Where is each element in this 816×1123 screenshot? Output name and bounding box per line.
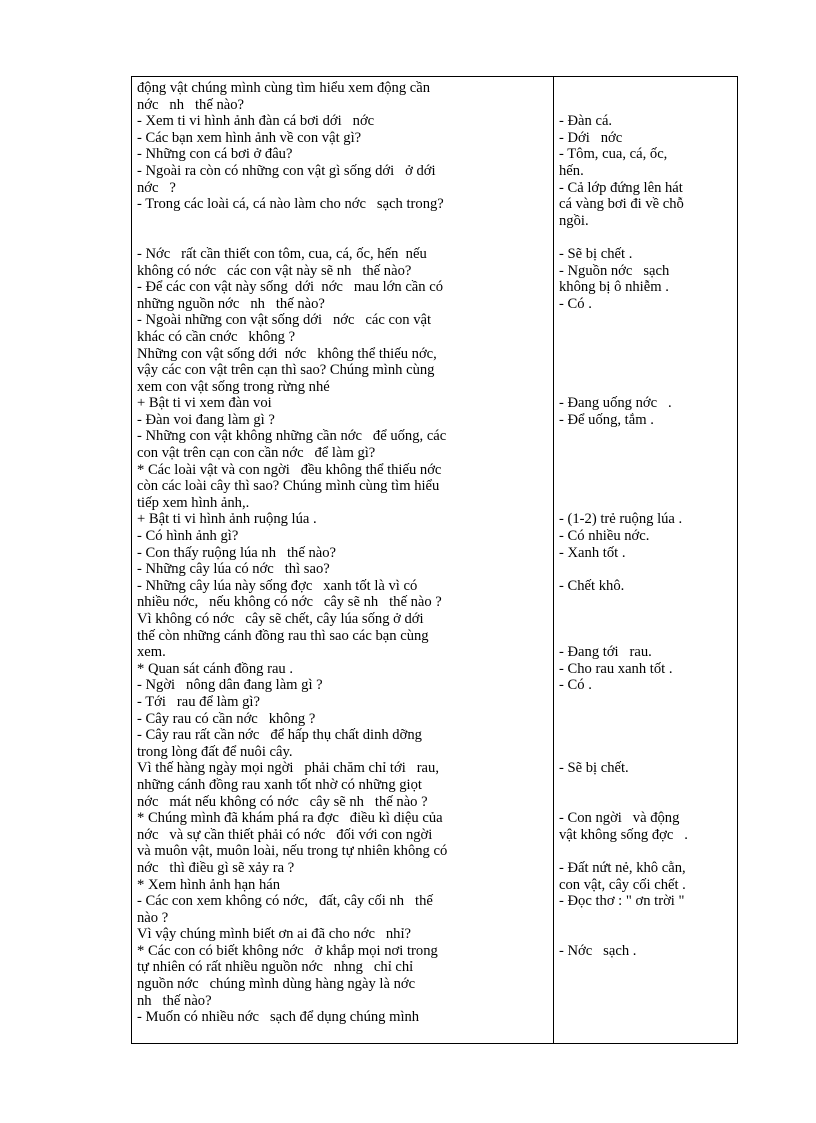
teacher-activity-line: tiếp xem hình ảnh,.: [137, 494, 250, 511]
teacher-activity-line: - Đàn voi đang làm gì ?: [137, 411, 275, 428]
teacher-activity-line: thế còn những cánh đồng rau thì sao các bạn cùng: [137, 627, 429, 644]
student-activity-line: [559, 462, 735, 479]
student-activity-line: - Chết khô.: [559, 577, 625, 594]
teacher-activity-line: khác có cần cnớc không ?: [137, 328, 296, 345]
teacher-activity-line: + Bật ti vi xem đàn voi: [137, 395, 272, 412]
teacher-activity-line: tự nhiên có rất nhiều nguồn nớc nhng chỉ chỉ: [137, 959, 414, 976]
student-activity-line: [559, 561, 735, 578]
student-activity-line: [559, 312, 735, 329]
teacher-activity-line: không có nớc các con vật này sẽ nh thế nào?: [137, 262, 412, 279]
teacher-activity-line: * Chúng mình đã khám phá ra đợc điều kì diệu của: [137, 810, 443, 827]
teacher-activity-line: động vật chúng mình cùng tìm hiểu xem động cần: [137, 80, 431, 96]
teacher-activity-line: còn các loài cây thì sao? Chúng mình cùng tìm hiểu: [137, 478, 440, 495]
teacher-activity-line: * Quan sát cánh đồng rau .: [137, 660, 294, 677]
teacher-activity-line: - Để các con vật này sống dới nớc mau lớn cần có: [137, 279, 444, 296]
teacher-activity-line: nào ?: [137, 909, 169, 926]
teacher-activity-line: - Cây rau rất cần nớc để hấp thụ chất dinh dỡng: [137, 727, 422, 744]
teacher-activity-line: - Các bạn xem hình ảnh về con vật gì?: [137, 129, 362, 146]
teacher-activity-line: xem.: [137, 644, 166, 661]
student-activity-line: [559, 843, 735, 860]
student-activity-line: - Có .: [559, 677, 592, 694]
student-activity-line: [559, 694, 735, 711]
teacher-activity-line: nh thế nào?: [137, 992, 212, 1009]
student-activity-line: không bị ô nhiễm .: [559, 279, 669, 296]
teacher-activity-line: nớc và sự cần thiết phải có nớc đối với con ngời: [137, 826, 433, 843]
student-activity-line: [559, 97, 735, 114]
teacher-activity-line: nớc mát nếu không có nớc cây sẽ nh thế nào ?: [137, 793, 428, 810]
teacher-activity-line: - Cây rau có cần nớc không ?: [137, 710, 316, 727]
student-activity-line: [559, 445, 735, 462]
student-activity-line: [559, 926, 735, 943]
teacher-activity-line: nớc thì điều gì sẽ xảy ra ?: [137, 859, 295, 876]
column-divider: [553, 77, 554, 1044]
teacher-activity-line: - Muốn có nhiều nớc sạch để dụng chúng mình: [137, 1009, 420, 1026]
student-activity-line: - Có nhiều nớc.: [559, 528, 650, 545]
teacher-activity-line: [137, 213, 549, 230]
student-activity-line: - Đàn cá.: [559, 113, 613, 130]
student-activity-line: - Đang uống nớc .: [559, 395, 672, 412]
student-activity-line: [559, 495, 735, 512]
teacher-activity-line: - Con thấy ruộng lúa nh thế nào?: [137, 544, 336, 561]
student-activity-line: - (1-2) trẻ ruộng lúa .: [559, 511, 683, 528]
teacher-activity-line: - Những cây lúa có nớc thì sao?: [137, 561, 330, 578]
student-activity-line: hến.: [559, 162, 584, 179]
student-activity-line: - Nguồn nớc sạch: [559, 262, 670, 279]
student-activity-line: [559, 428, 735, 445]
teacher-activity-line: nhiều nớc, nếu không có nớc cây sẽ nh thế nào ?: [137, 594, 442, 611]
teacher-activity-line: - Những con cá bơi ở đâu?: [137, 146, 293, 163]
student-activity-line: [559, 379, 735, 396]
teacher-activity-line: xem con vật sống trong rừng nhé: [137, 378, 330, 395]
teacher-activity-line: Vì thế hàng ngày mọi ngời phải chăm chỉ tới rau,: [137, 760, 439, 777]
student-activity-line: - Xanh tốt .: [559, 544, 626, 561]
teacher-activity-line: - Tới rau để làm gì?: [137, 693, 260, 710]
teacher-activity-line: - Trong các loài cá, cá nào làm cho nớc sạch trong?: [137, 196, 444, 213]
teacher-activity-line: nớc ?: [137, 179, 176, 196]
student-activity-line: [559, 594, 735, 611]
teacher-activity-line: * Các loài vật và con ngời đều không thể thiếu nớc: [137, 461, 442, 478]
teacher-activity-line: - Ngoài những con vật sống dới nớc các con vật: [137, 312, 432, 329]
teacher-activity-line: * Xem hình ảnh hạn hán: [137, 876, 281, 893]
student-activity-line: [559, 628, 735, 645]
student-activity-line: - Nớc sạch .: [559, 942, 637, 959]
lesson-table: [131, 76, 738, 1044]
teacher-activity-line: Vì không có nớc cây sẽ chết, cây lúa sống ở dới: [137, 611, 424, 627]
student-activity-line: [559, 777, 735, 794]
student-activity-line: [559, 329, 735, 346]
teacher-activity-line: * Các con có biết không nớc ở khắp mọi nơi trong: [137, 942, 438, 959]
student-activity-line: [559, 229, 735, 246]
teacher-activity-line: - Có hình ảnh gì?: [137, 528, 239, 545]
teacher-activity-line: vậy các con vật trên cạn thì sao? Chúng mình cùng: [137, 362, 435, 379]
student-activity-line: - Đang tới rau.: [559, 644, 652, 661]
teacher-activity-line: nguồn nớc chúng mình dùng hàng ngày là nớc: [137, 976, 416, 993]
teacher-activity-line: Vì vậy chúng mình biết ơn ai đã cho nớc nhỉ?: [137, 926, 412, 943]
student-activity-line: [559, 346, 735, 363]
student-activity-line: - Cả lớp đứng lên hát: [559, 179, 683, 196]
student-activity-line: [559, 611, 735, 628]
student-activity-line: - Để uống, tắm .: [559, 411, 654, 428]
student-activity-line: [559, 478, 735, 495]
teacher-activity-line: - Những cây lúa này sống đợc xanh tốt là vì có: [137, 577, 418, 594]
teacher-activity-line: Những con vật sống dới nớc không thể thiếu nớc,: [137, 345, 437, 362]
teacher-activity-line: - Những con vật không những cần nớc để uống, các: [137, 428, 447, 445]
teacher-activity-line: trong lòng đất để nuôi cây.: [137, 743, 293, 760]
student-activity-line: - Con ngời và động: [559, 810, 680, 827]
student-activity-line: [559, 362, 735, 379]
student-activity-line: - Đất nứt nẻ, khô cằn,: [559, 859, 686, 876]
student-activity-line: [559, 80, 735, 97]
student-activities-column: [559, 80, 735, 959]
student-activity-line: - Tôm, cua, cá, ốc,: [559, 146, 668, 163]
student-activity-line: [559, 711, 735, 728]
student-activity-line: - Sẽ bị chết.: [559, 760, 629, 777]
student-activity-line: ngồi.: [559, 212, 589, 229]
teacher-activity-line: - Nớc rất cần thiết con tôm, cua, cá, ốc, hến nếu: [137, 245, 427, 262]
teacher-activity-line: - Xem ti vi hình ảnh đàn cá bơi dới nớc: [137, 113, 375, 130]
student-activity-line: - Dới nớc: [559, 129, 623, 146]
student-activity-line: [559, 794, 735, 811]
student-activity-line: - Sẽ bị chết .: [559, 245, 633, 262]
student-activity-line: [559, 744, 735, 761]
teacher-activity-line: - Ngoài ra còn có những con vật gì sống dới ở dới: [137, 162, 436, 179]
student-activity-line: [559, 910, 735, 927]
student-activity-line: vật không sống đợc .: [559, 826, 688, 843]
teacher-activity-line: - Ngời nông dân đang làm gì ?: [137, 677, 323, 694]
teacher-activity-line: + Bật ti vi hình ảnh ruộng lúa .: [137, 511, 317, 528]
student-activity-line: cá vàng bơi đi về chỗ: [559, 196, 684, 213]
student-activity-line: - Cho rau xanh tốt .: [559, 660, 673, 677]
teacher-activities-column: [137, 80, 549, 1026]
student-activity-line: [559, 727, 735, 744]
student-activity-line: - Đọc thơ : " ơn trời ": [559, 893, 685, 910]
student-activity-line: con vật, cây cối chết .: [559, 876, 686, 893]
teacher-activity-line: nớc nh thế nào?: [137, 96, 245, 113]
teacher-activity-line: - Các con xem không có nớc, đất, cây cối nh thế: [137, 893, 433, 910]
teacher-activity-line: và muôn vật, muôn loài, nếu trong tự nhiên không có: [137, 843, 448, 860]
teacher-activity-line: những cánh đồng rau xanh tốt nhờ có những giọt: [137, 776, 422, 793]
student-activity-line: - Có .: [559, 295, 592, 312]
teacher-activity-line: những nguồn nớc nh thế nào?: [137, 295, 325, 312]
teacher-activity-line: con vật trên cạn con cần nớc để làm gì?: [137, 445, 376, 462]
teacher-activity-line: [137, 229, 549, 246]
